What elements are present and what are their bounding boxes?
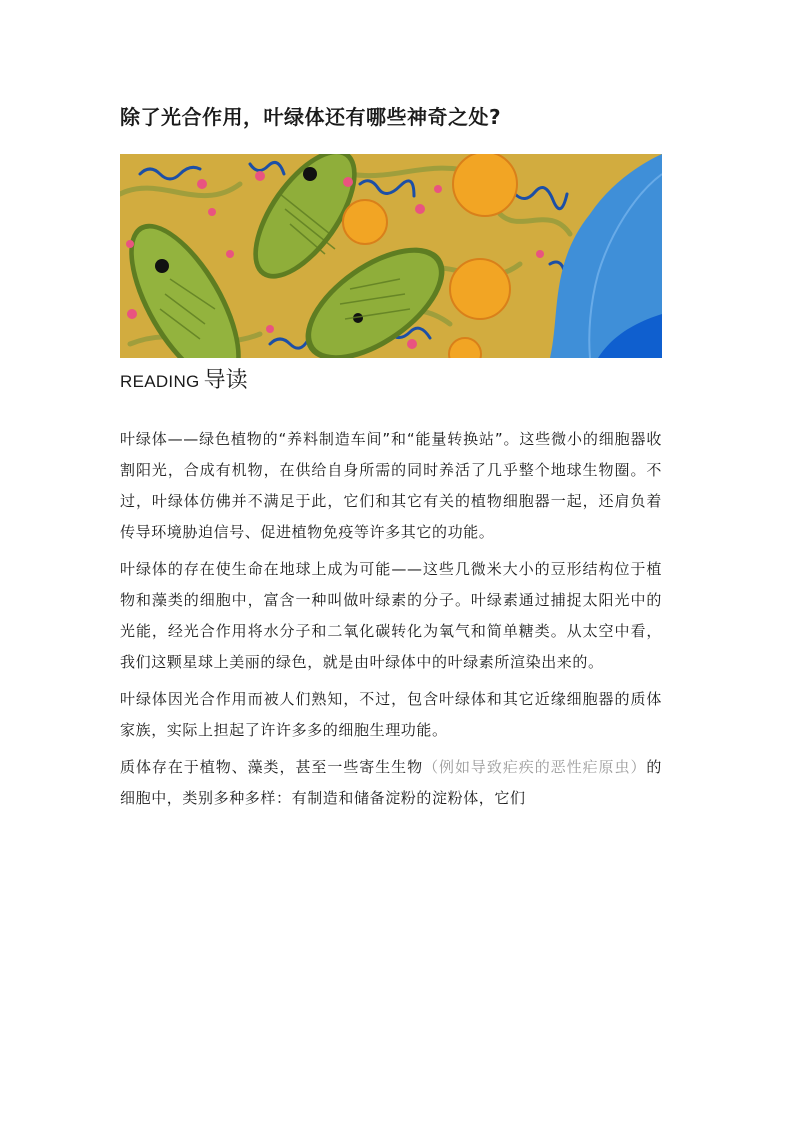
paragraph-3: 叶绿体因光合作用而被人们熟知，不过，包含叶绿体和其它近缘细胞器的质体家族，实际上担起了许许多多的细胞生理功能。 <box>120 690 662 739</box>
reading-heading <box>120 366 248 396</box>
paragraph-4-after: 的细胞中，类别多种多样：有制造和储备淀粉的淀粉体，它们 <box>120 758 663 807</box>
paragraph-4 <box>120 752 662 814</box>
paragraph-1: 叶绿体——绿色植物的“养料制造车间”和“能量转换站”。这些微小的细胞器收割阳光，合成有机物，在供给自身所需的同时养活了几乎整个地球生物圈。不过，叶绿体仿佛并不满足于此，它们和其它有关的植物细胞器一起，还肩负着传导环境胁迫信号、促进植物免疫等许多其它的功能。 <box>120 430 662 541</box>
paragraph-2: 叶绿体的存在使生命在地球上成为可能——这些几微米大小的豆形结构位于植物和藻类的细胞中，富含一种叫做叶绿素的分子。叶绿素通过捕捉太阳光中的光能，经光合作用将水分子和二氧化碳转化为氧气和简单糖类。从太空中看，我们这颗星球上美丽的绿色，就是由叶绿体中的叶绿素所渲染出来的。 <box>120 560 662 671</box>
page-title: 除了光合作用，叶绿体还有哪些神奇之处? <box>120 105 502 129</box>
article-body <box>120 424 662 820</box>
reading-heading-en: READING <box>120 372 200 391</box>
reading-heading-zh: 导读 <box>203 368 248 393</box>
paragraph-4-aside: （例如导致疟疾的恶性疟原虫） <box>423 758 647 776</box>
hero-cell-illustration <box>120 154 662 358</box>
paragraph-4-before: 质体存在于植物、藻类，甚至一些寄生生物 <box>120 758 424 776</box>
